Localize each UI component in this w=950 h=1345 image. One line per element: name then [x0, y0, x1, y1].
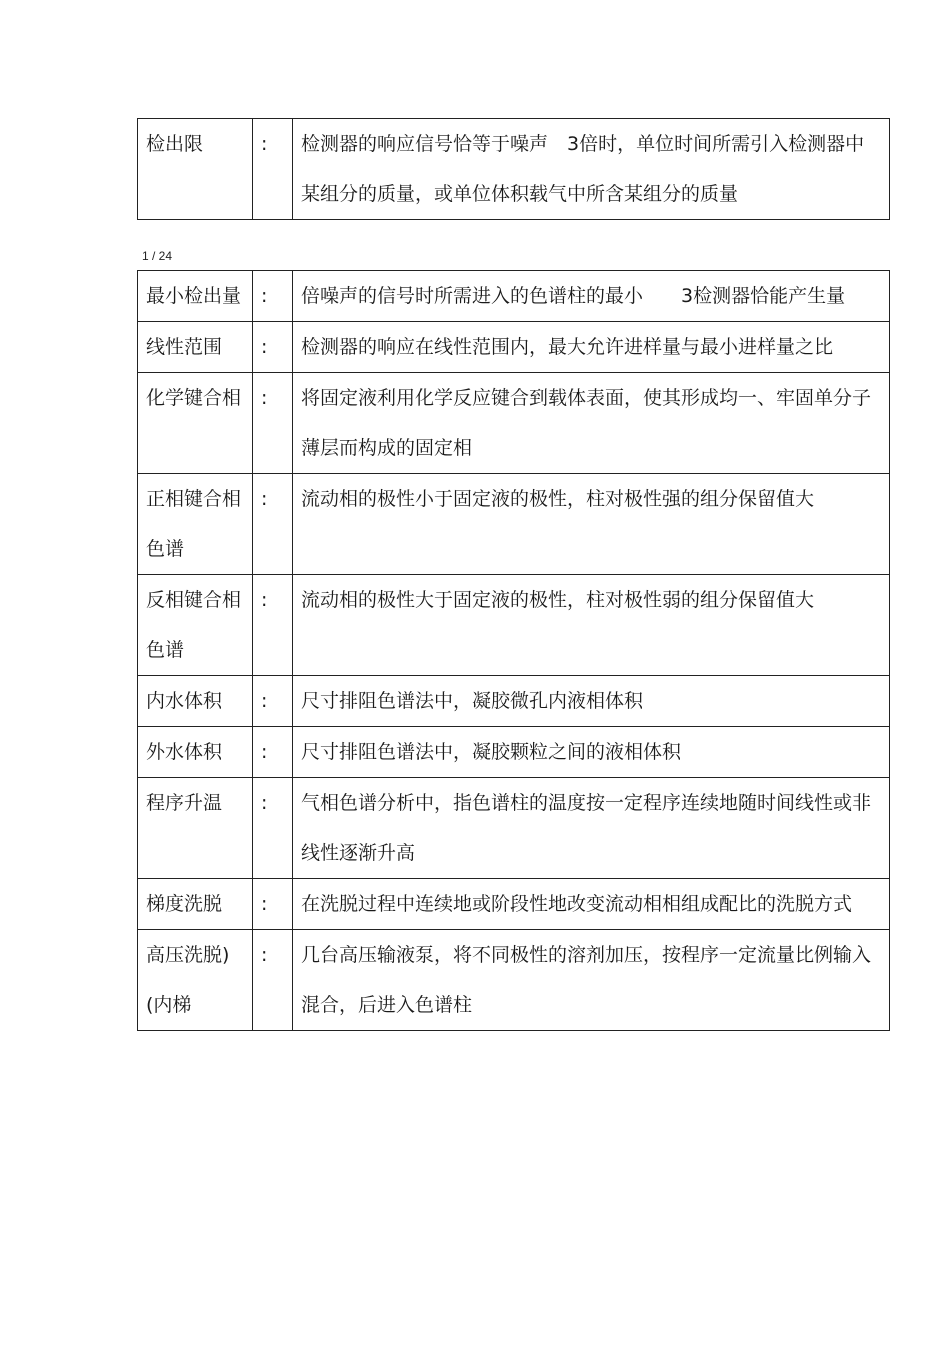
table-row	[138, 322, 890, 373]
table-row	[138, 676, 890, 727]
colon-cell: :	[253, 879, 293, 930]
colon-cell: :	[253, 373, 293, 474]
term-cell: 正相键合相色谱	[138, 474, 253, 575]
colon-cell: :	[253, 575, 293, 676]
term-cell: 反相键合相色谱	[138, 575, 253, 676]
definition-cell: 气相色谱分析中，指色谱柱的温度按一定程序连续地随时间线性或非线性逐渐升高	[293, 778, 890, 879]
definition-cell: 流动相的极性大于固定液的极性，柱对极性弱的组分保留值大	[293, 575, 890, 676]
definition-cell: 在洗脱过程中连续地或阶段性地改变流动相相组成配比的洗脱方式	[293, 879, 890, 930]
term-cell: 程序升温	[138, 778, 253, 879]
table-row	[138, 727, 890, 778]
definition-cell: 倍噪声的信号时所需进入的色谱柱的最小 3检测器恰能产生量	[293, 271, 890, 322]
term-cell: 外水体积	[138, 727, 253, 778]
definition-cell: 检测器的响应在线性范围内，最大允许进样量与最小进样量之比	[293, 322, 890, 373]
table-row	[138, 930, 890, 1031]
term-cell: 最小检出量	[138, 271, 253, 322]
glossary-table-main	[137, 270, 890, 1031]
table-row	[138, 119, 890, 220]
term-cell: 线性范围	[138, 322, 253, 373]
colon-cell: :	[253, 676, 293, 727]
colon-cell: :	[253, 474, 293, 575]
colon-cell: :	[253, 119, 293, 220]
definition-cell: 尺寸排阻色谱法中，凝胶微孔内液相体积	[293, 676, 890, 727]
table-row	[138, 879, 890, 930]
term-cell: 检出限	[138, 119, 253, 220]
table-row	[138, 575, 890, 676]
term-cell: 内水体积	[138, 676, 253, 727]
table-row	[138, 373, 890, 474]
table-row	[138, 271, 890, 322]
page-number: 1 / 24	[142, 249, 173, 263]
term-cell: 化学键合相	[138, 373, 253, 474]
table-row	[138, 778, 890, 879]
term-cell: 高压洗脱)(内梯	[138, 930, 253, 1031]
table-row	[138, 474, 890, 575]
definition-cell: 尺寸排阻色谱法中，凝胶颗粒之间的液相体积	[293, 727, 890, 778]
definition-cell: 流动相的极性小于固定液的极性，柱对极性强的组分保留值大	[293, 474, 890, 575]
definition-cell: 几台高压输液泵，将不同极性的溶剂加压，按程序一定流量比例输入混合，后进入色谱柱	[293, 930, 890, 1031]
colon-cell: :	[253, 727, 293, 778]
colon-cell: :	[253, 322, 293, 373]
colon-cell: :	[253, 930, 293, 1031]
glossary-table-top	[137, 118, 890, 220]
term-cell: 梯度洗脱	[138, 879, 253, 930]
definition-cell: 将固定液利用化学反应键合到载体表面，使其形成均一、牢固单分子薄层而构成的固定相	[293, 373, 890, 474]
colon-cell: :	[253, 271, 293, 322]
definition-cell: 检测器的响应信号恰等于噪声 3倍时，单位时间所需引入检测器中某组分的质量，或单位体积载气中所含某组分的质量	[293, 119, 890, 220]
colon-cell: :	[253, 778, 293, 879]
